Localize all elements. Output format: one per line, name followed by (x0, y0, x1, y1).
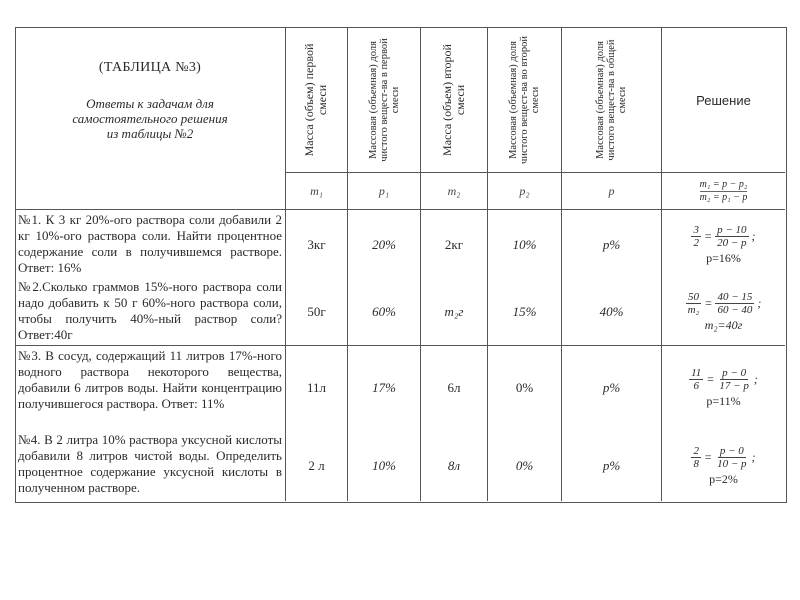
row1-answer: p=16% (706, 251, 741, 265)
row4-p1: 10% (372, 458, 396, 473)
row3-answer: p=11% (706, 394, 741, 408)
symbol-m1: m₁ (310, 183, 323, 198)
row2-p1: 60% (372, 304, 396, 319)
task-1-text: №1. К 3 кг 20%-ого раствора соли добавили 2 кг 10%-ого раствора соли. Найти процентное содержание соли в получившемся растворе. Ответ: 16% (18, 212, 282, 275)
header-fraction-first: Массовая (объемная) доля чистого вещест-ва в первой смеси (367, 38, 401, 162)
row3-p2: 0% (515, 380, 534, 395)
row2-m2: m₂г (444, 304, 464, 319)
general-formula: m₁ = p − p₂ m₂ = p₁ − p (699, 178, 748, 203)
row1-p2: 10% (512, 237, 537, 252)
row1-solution (662, 212, 785, 278)
header-mass-first: Масса (объем) первой смеси (302, 43, 329, 157)
symbol-p1: p₁ (378, 183, 390, 198)
row2-equation: $\frac{50}{\text{m₂}}$ = $\frac{40 - 15}{60 - 40}$ ; (687, 291, 762, 316)
row3-m2: 6л (447, 380, 461, 395)
row1-equation: $\frac{3}{2}$ = $\frac{p - 10}{20 - p}$ ; (693, 224, 756, 249)
header-fraction-second: Массовая (объемная) доля чистого вещест-ва во второй смеси (507, 36, 541, 164)
row1-p: p% (602, 237, 621, 252)
row3-equation: $\frac{11}{6}$ = $\frac{p - 0}{17 - p}$ ; (691, 367, 758, 392)
row2-p2: 15% (512, 304, 537, 319)
table-title-block (16, 28, 284, 172)
header-solution: Решение (696, 92, 751, 108)
row4-equation: $\frac{2}{8}$ = $\frac{p - 0}{10 - p}$ ; (693, 445, 756, 470)
row4-m1: 2 л (308, 458, 325, 473)
row3-p: p% (602, 380, 621, 395)
row1-m1: 3кг (307, 237, 326, 252)
header-mass-second: Масса (объем) второй смеси (440, 44, 467, 156)
symbol-p2: p₂ (519, 183, 530, 198)
table-subtitle: Ответы к задачам для самостоятельного решения из таблицы №2 (72, 95, 228, 141)
row4-p: p% (602, 458, 621, 473)
task-4-text: №4. В 2 литра 10% раствора уксусной кислоты добавили 8 литров чистой воды. Определить процентное содержание уксусной кислоты в полученном растворе. (18, 432, 282, 495)
row2-m1: 50г (307, 304, 326, 319)
row4-solution (662, 432, 785, 500)
symbol-p: p (608, 183, 615, 198)
row2-p: 40% (599, 304, 624, 319)
row3-solution (662, 348, 785, 428)
row3-m1: 11л (306, 380, 326, 395)
row1-p1: 20% (372, 237, 396, 252)
table-title: (ТАБЛИЦА №3) (98, 59, 202, 75)
task-3-text: №3. В сосуд, содержащий 11 литров 17%-ного водного раствора некоторого вещества, добавили 6 литров воды. Найти концентрацию получившегося раствора. Ответ: 11% (18, 348, 282, 411)
row4-p2: 0% (515, 458, 534, 473)
row3-p1: 17% (372, 380, 396, 395)
row2-answer: m₂=40г (704, 318, 743, 332)
row4-answer: p=2% (709, 472, 738, 486)
row4-m2: 8л (447, 458, 461, 473)
row2-solution (662, 280, 785, 344)
row-divider (15, 209, 785, 210)
row-divider (15, 345, 785, 346)
task-2-text: №2.Сколько граммов 15%-ного раствора соли надо добавить к 50 г 60%-ного раствора соли, чтобы получить 40%-ный раствор соли? Ответ:40г (18, 279, 282, 342)
row1-m2: 2кг (444, 237, 464, 252)
symbol-m2: m₂ (447, 183, 461, 198)
header-fraction-total: Массовая (объемная) доля чистого вещест-ва в общей смеси (594, 39, 628, 161)
